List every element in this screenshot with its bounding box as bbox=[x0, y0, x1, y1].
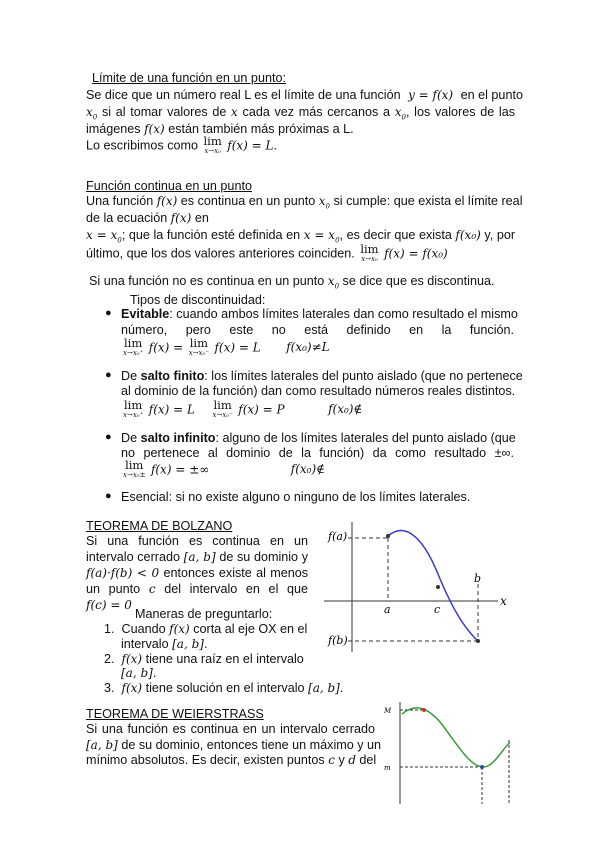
point-c bbox=[436, 585, 440, 589]
bolzano-line-1: Si una función es continua en un bbox=[86, 534, 308, 548]
limit-notation: lim x→x₀ bbox=[360, 242, 379, 263]
evitable-line-2: número, pero este no está definido en la función. bbox=[121, 323, 514, 337]
esencial-line: Esencial: si no existe alguno o ninguno de los límites laterales. bbox=[121, 490, 471, 504]
limite-title: Límite de una función en un punto: bbox=[92, 71, 286, 85]
weierstrass-line-3: mínimo absolutos. Es decir, existen puntos c y d del bbox=[86, 753, 377, 767]
bullet-icon: ● bbox=[105, 431, 112, 443]
min-point bbox=[480, 765, 484, 769]
weierstrass-line-1: Si una función es continua en un intervalo cerrado bbox=[86, 722, 375, 736]
bolzano-item-3: 3. f(x) tiene solución en el intervalo [a, b]. bbox=[104, 681, 344, 695]
label-fb: f(b) bbox=[328, 634, 348, 647]
bolzano-graph bbox=[320, 520, 515, 655]
continua-line-3: $x = x_0$; que la función esté definida en $x = x_0$, es decir que exista f(x₀) y, por bbox=[86, 228, 516, 245]
label-c: c bbox=[434, 603, 441, 616]
label-max: M bbox=[384, 707, 392, 715]
tipos-title: Tipos de discontinuidad: bbox=[130, 293, 266, 307]
function-curve bbox=[388, 531, 478, 641]
function-curve bbox=[402, 708, 510, 767]
continua-line-2: de la ecuación f(x) en bbox=[86, 211, 209, 225]
continua-line-4: último, que los dos valores anteriores coinciden. lim x→x₀ f(x) = f(x₀) bbox=[86, 242, 448, 263]
label-x: x bbox=[500, 594, 507, 608]
finito-line-1: De salto finito: los límites laterales del punto aislado (que no pertenece bbox=[121, 369, 523, 383]
bolzano-title: TEOREMA DE BOLZANO bbox=[86, 519, 233, 533]
max-point bbox=[422, 708, 426, 712]
limite-line-3: imágenes f(x) están también más próximas a L. bbox=[86, 122, 354, 136]
bolzano-maneras: Maneras de preguntarlo: bbox=[135, 607, 273, 621]
weierstrass-title: TEOREMA DE WEIERSTRASS bbox=[86, 707, 264, 721]
bolzano-item-1: 1. Cuando f(x) corta al eje OX en el bbox=[104, 622, 308, 636]
weierstrass-line-2: [a, b] de su dominio, entonces tiene un máximo y un bbox=[86, 738, 382, 752]
bolzano-line-2: intervalo cerrado [a, b] de su dominio y bbox=[86, 550, 309, 564]
weierstrass-graph bbox=[378, 700, 518, 808]
infinito-formula: lim x→x₀± f(x) = ±∞ f(x₀)∉ bbox=[123, 458, 326, 479]
finito-formula: lim x→x₀⁺ f(x) = L lim x→x₀⁻ f(x) = P f(x₀)∉ bbox=[123, 398, 363, 419]
bullet-icon: ● bbox=[105, 490, 112, 502]
bolzano-line-3: f(a)·f(b) < 0 entonces existe al menos bbox=[86, 566, 309, 580]
label-min: m bbox=[384, 764, 391, 772]
point-a bbox=[386, 534, 390, 538]
bolzano-item-2: 2. f(x) tiene una raíz en el intervalo bbox=[104, 652, 304, 666]
label-fa: f(a) bbox=[328, 530, 348, 543]
finito-line-2: al dominio de la función) dan como resultado números reales distintos. bbox=[121, 384, 516, 398]
bolzano-item-2-cont: [a, b]. bbox=[121, 666, 157, 680]
continua-line-1: Una función f(x) es continua en un punto $x_0$ si cumple: que exista el límite real bbox=[86, 194, 523, 211]
limit-notation: lim x→x₀ bbox=[203, 134, 222, 155]
point-b bbox=[476, 639, 480, 643]
limite-line-4: Lo escribimos como lim x→x₀ f(x) = L. bbox=[86, 134, 277, 155]
bolzano-line-5: f(c) = 0 bbox=[86, 598, 132, 612]
bullet-icon: ● bbox=[105, 307, 112, 319]
continua-title: Función continua en un punto bbox=[86, 179, 252, 193]
infinito-line-2: no pertenece al dominio de la función) da como resultado ±∞. bbox=[121, 446, 514, 460]
limite-line-2: $x_0$ si al tomar valores de x cada vez más cercanos a $x_0$, los valores de las bbox=[86, 105, 516, 122]
bullet-icon: ● bbox=[105, 369, 112, 381]
label-a: a bbox=[384, 603, 391, 616]
evitable-line-1: Evitable: cuando ambos límites laterales dan como resultado el mismo bbox=[121, 307, 518, 321]
evitable-formula: lim x→x₀⁺ f(x) = lim x→x₀⁻ f(x) = L f(x₀)≠L bbox=[123, 336, 330, 357]
limite-line-1: Se dice que un número real L es el límite de una función y = f(x) en el punto bbox=[86, 88, 523, 102]
bolzano-item-1-cont: intervalo [a, b]. bbox=[121, 637, 208, 651]
infinito-line-1: De salto infinito: alguno de los límites laterales del punto aislado (que bbox=[121, 431, 516, 445]
label-b: b bbox=[474, 572, 482, 585]
discontinua-line: Si una función no es continua en un punto $x_0$ se dice que es discontinua. bbox=[89, 274, 495, 291]
bolzano-line-4: un punto c del intervalo en el que bbox=[86, 582, 309, 596]
